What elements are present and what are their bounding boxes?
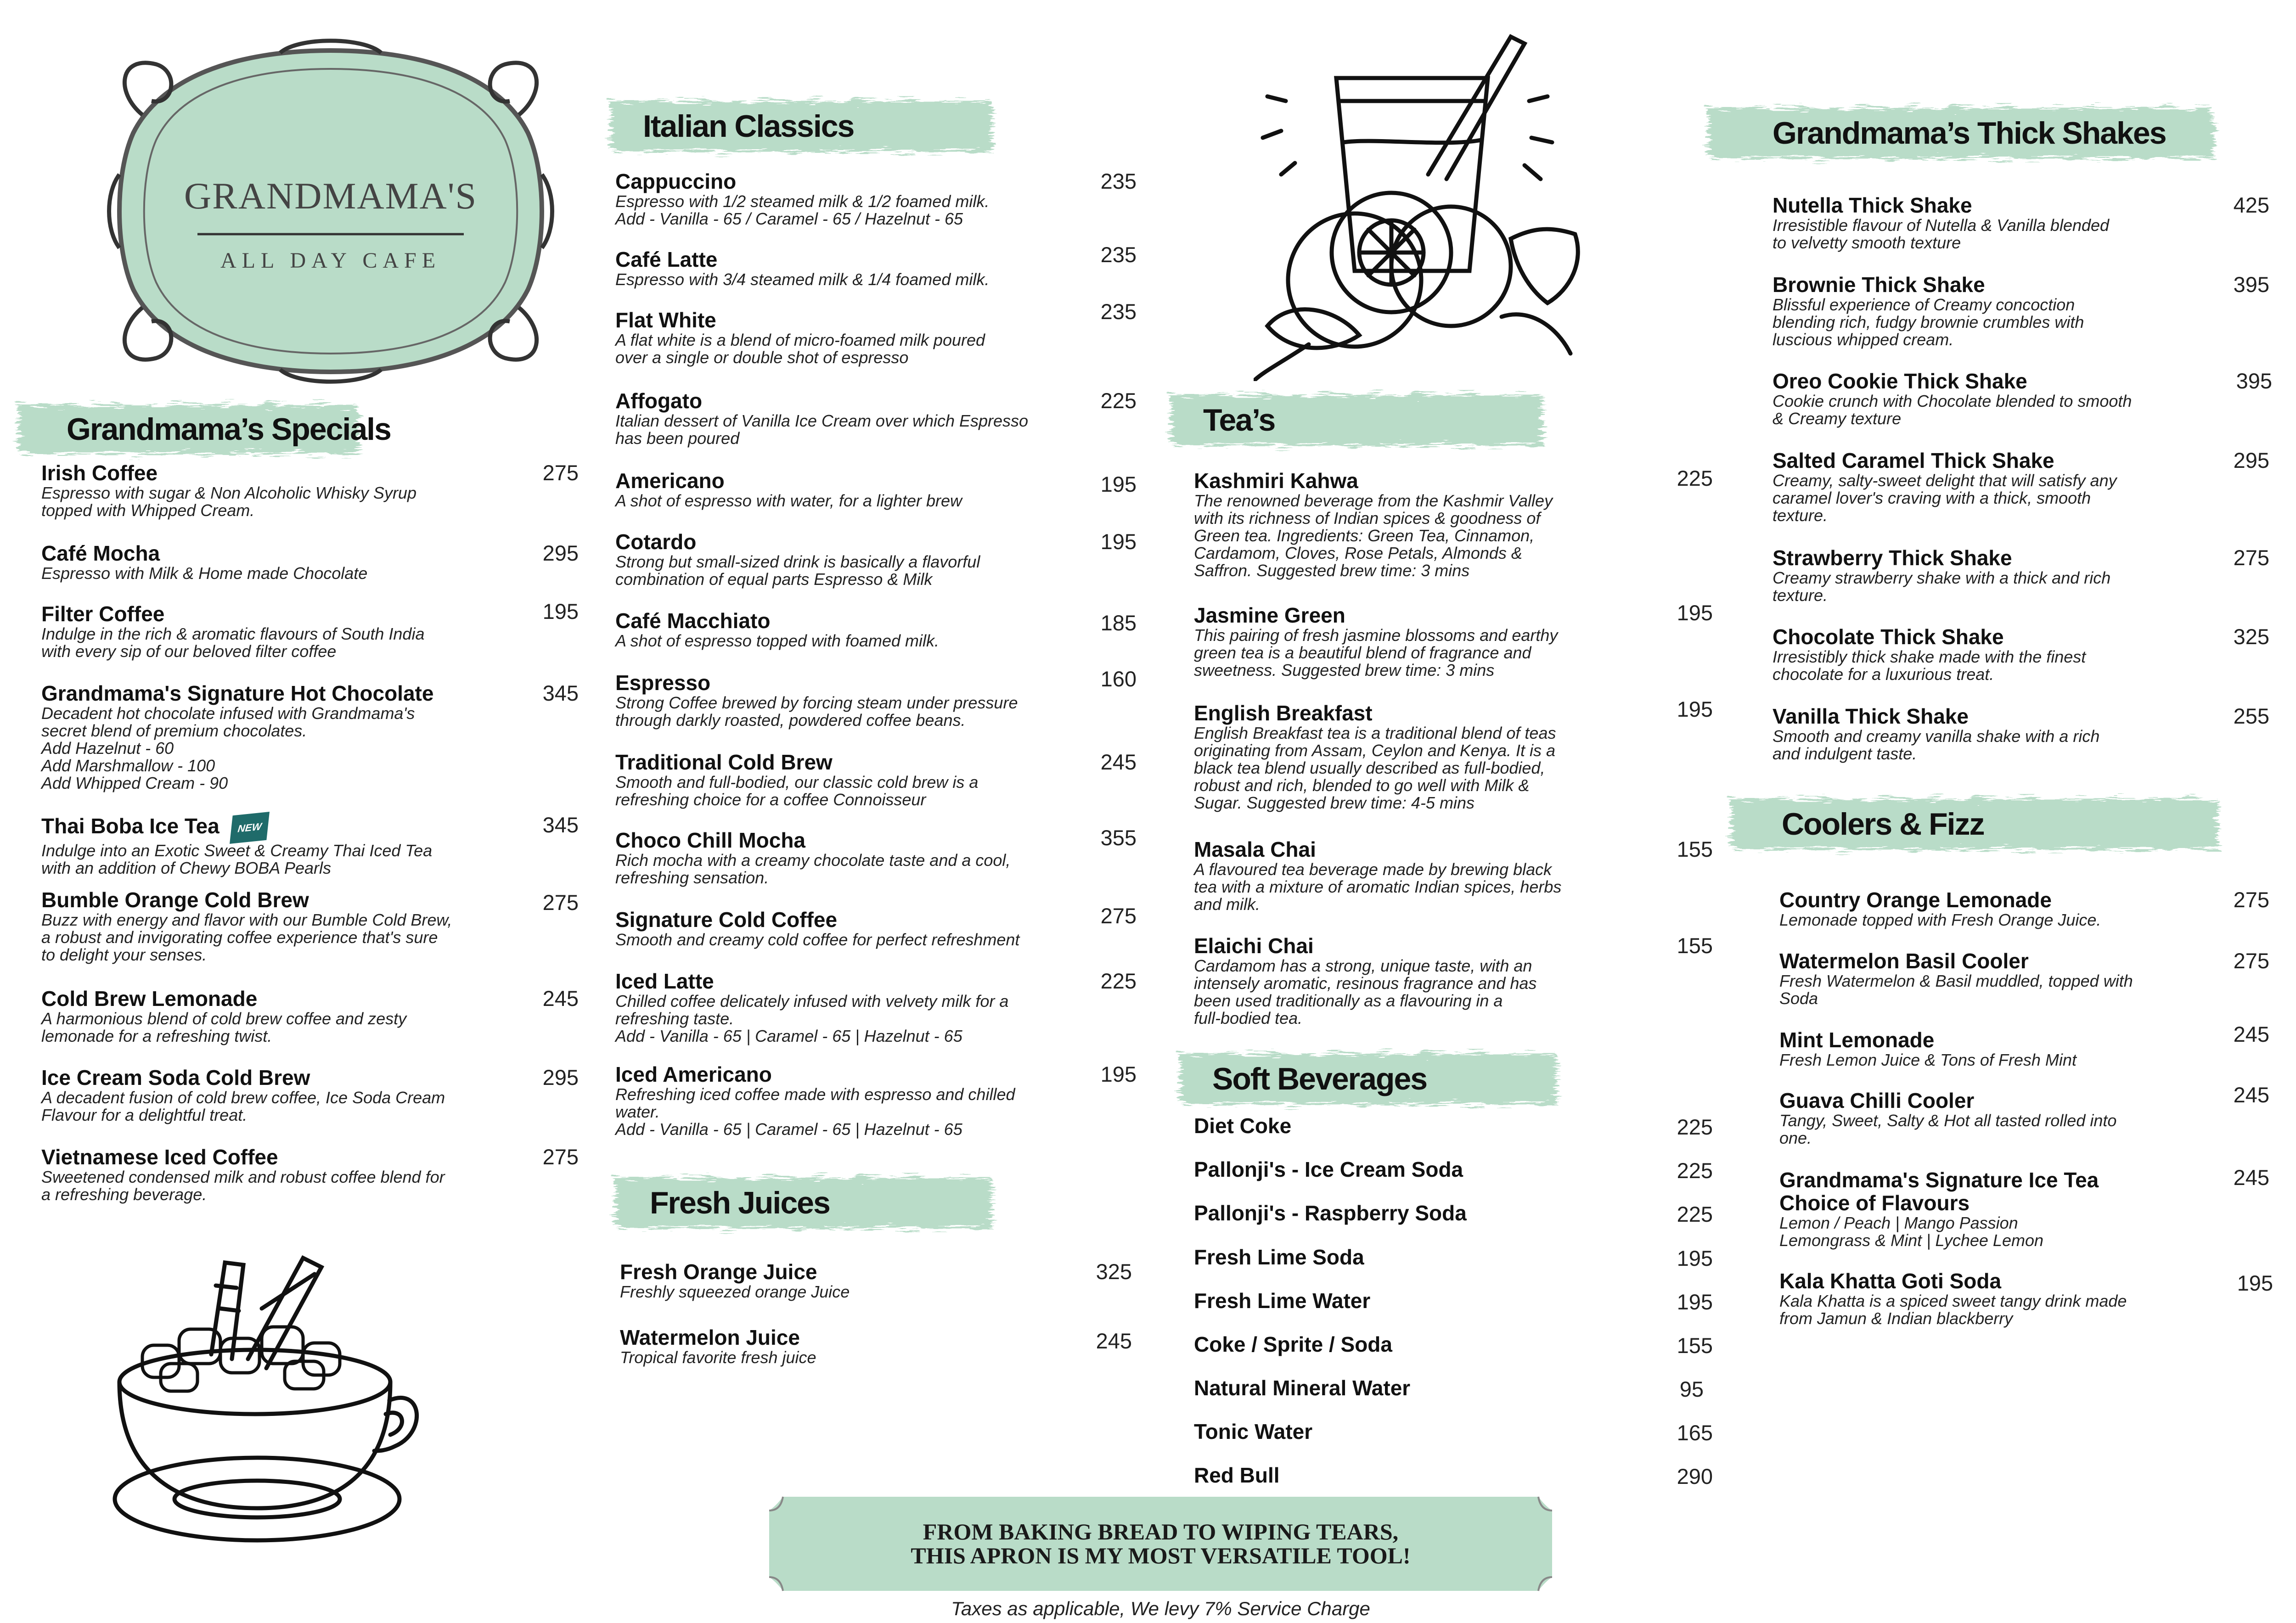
menu-item: Cappuccino Espresso with 1/2 steamed milk & 1/2 foamed milk. Add - Vanilla - 65 / Caramel - 65 / Hazelnut - 65 235 <box>615 169 1137 228</box>
shakes-title: Grandmama’s Thick Shakes <box>1773 116 2166 151</box>
tax-note: Taxes as applicable, We levy 7% Service Charge <box>951 1598 1370 1619</box>
logo-title: GRANDMAMA'S <box>184 175 478 217</box>
coolers-title: Coolers & Fizz <box>1782 807 1984 842</box>
menu-item: Vanilla Thick Shake Smooth and creamy vanilla shake with a rich and indulgent taste. 255 <box>1773 704 2269 763</box>
menu-item: Grandmama's Signature Hot Chocolate Decadent hot chocolate infused with Grandmama's secret blend of premium chocolates. Add Hazelnut - 60 Add Marshmallow - 100 Add Whipped Cream - 90 345 <box>41 681 579 792</box>
menu-item: Oreo Cookie Thick Shake Cookie crunch with Chocolate blended to smooth & Creamy texture 395 <box>1773 369 2272 428</box>
menu-item: Coke / Sprite / Soda 155 <box>1194 1332 1713 1358</box>
menu-item: Natural Mineral Water 95 <box>1194 1376 1704 1401</box>
menu-item: Americano A shot of espresso with water, for a lighter brew 195 <box>615 469 1137 510</box>
menu-item: English Breakfast English Breakfast tea is a traditional blend of teas originating from Assam, Ceylon and Kenya. It is a black tea blend usually described as full-bodied, robust and rich, blended to go well with Milk & Sugar. Suggested brew time: 4-5 mins 195 <box>1194 697 1713 812</box>
menu-item: Traditional Cold Brew Smooth and full-bodied, our classic cold brew is a refreshing choice for a coffee Connoisseur 245 <box>615 750 1137 809</box>
menu-item: Iced Latte Chilled coffee delicately infused with velvety milk for a refreshing taste. Add - Vanilla - 65 | Caramel - 65 | Hazelnut - 65 225 <box>615 969 1137 1045</box>
menu-item: Ice Cream Soda Cold Brew A decadent fusion of cold brew coffee, Ice Soda Cream Flavour for a delightful treat. 295 <box>41 1065 579 1124</box>
menu-item: Salted Caramel Thick Shake Creamy, salty-sweet delight that will satisfy any caramel lover's craving with a thick, smooth texture. 295 <box>1773 448 2269 525</box>
menu-item: Choco Chill Mocha Rich mocha with a creamy chocolate taste and a cool, refreshing sensation. 355 <box>615 826 1137 887</box>
menu-item: Guava Chilli Cooler Tangy, Sweet, Salty & Hot all tasted rolled into one. 245 <box>1779 1083 2269 1147</box>
menu-item: Diet Coke 225 <box>1194 1114 1713 1139</box>
menu-item: Elaichi Chai Cardamom has a strong, unique taste, with an intensely aromatic, resinous fragrance and has been used traditionally as a flavouring in a full-bodied tea. 155 <box>1194 933 1713 1028</box>
menu-item: Chocolate Thick Shake Irresistibly thick shake made with the finest chocolate for a luxurious treat. 325 <box>1773 624 2269 684</box>
new-badge: NEW <box>230 812 270 844</box>
menu-item: Café Latte Espresso with 3/4 steamed milk & 1/4 foamed milk. 235 <box>615 242 1137 289</box>
menu-item: Vietnamese Iced Coffee Sweetened condensed milk and robust coffee blend for a refreshing beverage. 275 <box>41 1145 579 1204</box>
marshmallow-cup-illustration <box>110 1249 422 1547</box>
menu-item: Pallonji's - Ice Cream Soda 225 <box>1194 1157 1713 1183</box>
juices-title: Fresh Juices <box>650 1185 830 1220</box>
menu-item: Signature Cold Coffee Smooth and creamy cold coffee for perfect refreshment 275 <box>615 904 1137 949</box>
menu-item: Cotardo Strong but small-sized drink is basically a flavorful combination of equal parts Espresso & Milk 195 <box>615 529 1137 589</box>
menu-item: Brownie Thick Shake Blissful experience of Creamy concoction blending rich, fudgy brownie crumbles with luscious whipped cream. 395 <box>1773 272 2269 349</box>
teas-title: Tea’s <box>1203 403 1275 438</box>
menu-item: Watermelon Basil Cooler Fresh Watermelon & Basil muddled, topped with Soda 275 <box>1779 949 2269 1008</box>
menu-item: Thai Boba Ice Tea NEW Indulge into an Exotic Sweet & Creamy Thai Iced Tea with an addition of Chewy BOBA Pearls 345 <box>41 813 579 877</box>
menu-item: Café Macchiato A shot of espresso topped with foamed milk. 185 <box>615 609 1137 650</box>
specials-title: Grandmama’s Specials <box>67 412 391 447</box>
italian-title: Italian Classics <box>643 109 854 144</box>
menu-item: Watermelon Juice Tropical favorite fresh juice 245 <box>620 1325 1132 1367</box>
menu-item: Fresh Lime Water 195 <box>1194 1289 1713 1314</box>
menu-item: Iced Americano Refreshing iced coffee made with espresso and chilled water. Add - Vanilla - 65 | Caramel - 65 | Hazelnut - 65 195 <box>615 1062 1137 1139</box>
menu-item: Tonic Water 165 <box>1194 1420 1713 1445</box>
shakes-banner <box>1694 99 2227 168</box>
menu-item: Country Orange Lemonade Lemonade topped with Fresh Orange Juice. 275 <box>1779 887 2269 929</box>
menu-item: Grandmama's Signature Ice Tea Choice of Flavours Lemon / Peach | Mango Passion Lemongrass & Mint | Lychee Lemon 245 <box>1779 1165 2269 1250</box>
italian-banner <box>597 92 1006 161</box>
menu-item: Bumble Orange Cold Brew Buzz with energy and flavor with our Bumble Cold Brew, a robust and invigorating coffee experience that's sure to delight your senses. 275 <box>41 888 579 964</box>
menu-item: Fresh Orange Juice Freshly squeezed orange Juice 325 <box>620 1259 1132 1301</box>
menu-item: Strawberry Thick Shake Creamy strawberry shake with a thick and rich texture. 275 <box>1773 545 2269 605</box>
menu-item: Espresso Strong Coffee brewed by forcing steam under pressure through darkly roasted, powdered coffee beans. 160 <box>615 667 1137 730</box>
menu-item: Nutella Thick Shake Irresistible flavour of Nutella & Vanilla blended to velvetty smooth texture 425 <box>1773 193 2269 252</box>
menu-item: Flat White A flat white is a blend of micro-foamed milk poured over a single or double shot of espresso 235 <box>615 299 1137 367</box>
menu-item: Affogato Italian dessert of Vanilla Ice Cream over which Espresso has been poured 225 <box>615 388 1137 448</box>
soft-banner <box>1166 1045 1570 1113</box>
soft-title: Soft Beverages <box>1212 1061 1427 1096</box>
teas-banner <box>1157 386 1557 455</box>
specials-banner <box>9 395 391 464</box>
footer-quote: FROM BAKING BREAD TO WIPING TEARS, THIS APRON IS MY MOST VERSATILE TOOL! <box>911 1519 1411 1568</box>
menu-item: Cold Brew Lemonade A harmonious blend of cold brew coffee and zesty lemonade for a refreshing twist. 245 <box>41 986 579 1045</box>
menu-item: Filter Coffee Indulge in the rich & aromatic flavours of South India with every sip of our beloved filter coffee 195 <box>41 599 579 661</box>
logo-subtitle: ALL DAY CAFE <box>220 248 441 273</box>
coolers-banner <box>1717 790 2232 859</box>
cafe-logo <box>106 37 556 386</box>
menu-item: Jasmine Green This pairing of fresh jasmine blossoms and earthy green tea is a beautiful blend of fragrance and sweetness. Suggested brew time: 3 mins 195 <box>1194 601 1713 680</box>
menu-item: Fresh Lime Soda 195 <box>1194 1245 1713 1270</box>
menu-item: Mint Lemonade Fresh Lemon Juice & Tons of Fresh Mint 245 <box>1779 1022 2269 1069</box>
menu-item: Irish Coffee Espresso with sugar & Non Alcoholic Whisky Syrup topped with Whipped Cream. 275 <box>41 461 579 520</box>
juices-banner <box>602 1168 1006 1237</box>
menu-item: Kala Khatta Goti Soda Kala Khatta is a spiced sweet tangy drink made from Jamun & Indian blackberry 195 <box>1779 1269 2273 1328</box>
quote-banner <box>765 1492 1557 1595</box>
menu-item: Pallonji's - Raspberry Soda 225 <box>1194 1201 1713 1226</box>
menu-item: Kashmiri Kahwa The renowned beverage from the Kashmir Valley with its richness of Indian spices & goodness of Green tea. Ingredients: Green Tea, Cinnamon, Cardamom, Cloves, Rose Petals, Almonds & Saffron. Suggested brew time: 3 mins 225 <box>1194 466 1713 580</box>
menu-item: Masala Chai A flavoured tea beverage made by brewing black tea with a mixture of aromatic Indian spices, herbs and milk. 155 <box>1194 837 1713 914</box>
menu-item: Red Bull 290 <box>1194 1463 1713 1488</box>
menu-item: Café Mocha Espresso with Milk & Home made Chocolate 295 <box>41 541 579 583</box>
orange-juice-illustration <box>1254 32 1621 381</box>
